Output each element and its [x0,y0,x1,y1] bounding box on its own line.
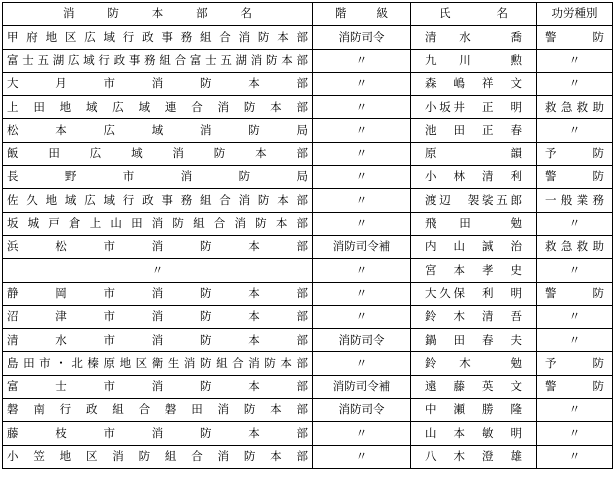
header-award: 功労種別 [537,3,613,26]
award-table [2,2,613,469]
table-row [3,96,613,119]
cell-dept: 清 水 市 消 防 本 部 [3,329,313,352]
cell-award: 〃 [537,119,613,142]
table-row [3,72,613,95]
cell-rank: 〃 [313,142,411,165]
cell-award: 〃 [537,445,613,468]
cell-dept: 長 野 市 消 防 局 [3,166,313,189]
cell-dept: 静 岡 市 消 防 本 部 [3,282,313,305]
cell-dept: 坂城戸倉上山田消防組合消防本部 [3,212,313,235]
cell-award: 〃 [537,212,613,235]
table-row [3,422,613,445]
cell-name: 内 山 誠 治 [411,235,537,258]
table-row [3,189,613,212]
cell-award: 〃 [537,259,613,282]
cell-award: 予 防 [537,352,613,375]
cell-name: 鍋 田 春 夫 [411,329,537,352]
cell-name: 飛 田 勉 [411,212,537,235]
header-dept: 消 防 本 部 名 [3,3,313,26]
cell-award: 〃 [537,329,613,352]
cell-name: 大久保 利 明 [411,282,537,305]
cell-dept: 佐久地域広域行政事務組合消防本部 [3,189,313,212]
cell-rank: 〃 [313,72,411,95]
header-name: 氏 名 [411,3,537,26]
table-row [3,352,613,375]
cell-rank: 〃 [313,259,411,282]
table-row [3,259,613,282]
cell-name: 小坂井 正 明 [411,96,537,119]
cell-rank: 〃 [313,352,411,375]
cell-dept: 島田市・北榛原地区衛生消防組合消防本部 [3,352,313,375]
header-row [3,3,613,26]
table-row [3,445,613,468]
table-row [3,166,613,189]
cell-name: 森 嶋 祥 文 [411,72,537,95]
cell-award: 〃 [537,422,613,445]
cell-rank: 〃 [313,49,411,72]
cell-dept: 浜 松 市 消 防 本 部 [3,235,313,258]
cell-name: 中 瀬 勝 隆 [411,399,537,422]
table-body [3,26,613,469]
cell-award: 一般業務 [537,189,613,212]
cell-rank: 消防司令 [313,399,411,422]
table-row [3,282,613,305]
cell-rank: 〃 [313,445,411,468]
cell-rank: 〃 [313,119,411,142]
cell-award: 〃 [537,305,613,328]
cell-name: 渡辺 袈裟五郎 [411,189,537,212]
cell-name: 池 田 正 春 [411,119,537,142]
cell-award: 警 防 [537,375,613,398]
table-row [3,305,613,328]
cell-name: 小 林 清 利 [411,166,537,189]
cell-award: 予 防 [537,142,613,165]
cell-rank: 〃 [313,422,411,445]
cell-rank: 〃 [313,166,411,189]
cell-award: 救急救助 [537,96,613,119]
cell-dept: 上田地域広域連合消防本部 [3,96,313,119]
header-rank: 階 級 [313,3,411,26]
cell-rank: 消防司令 [313,329,411,352]
cell-award: 〃 [537,49,613,72]
cell-dept: 松 本 広 域 消 防 局 [3,119,313,142]
table-row [3,399,613,422]
cell-name: 九 川 勲 [411,49,537,72]
cell-dept: 藤 枝 市 消 防 本 部 [3,422,313,445]
cell-rank: 〃 [313,189,411,212]
table-row [3,49,613,72]
cell-award: 〃 [537,399,613,422]
cell-name: 八 木 澄 雄 [411,445,537,468]
cell-award: 警 防 [537,282,613,305]
cell-name: 山 本 敏 明 [411,422,537,445]
table-row [3,375,613,398]
cell-rank: 消防司令補 [313,375,411,398]
cell-name: 鈴 木 勉 [411,352,537,375]
cell-name: 鈴 木 清 吾 [411,305,537,328]
cell-award: 警 防 [537,26,613,49]
cell-award: 〃 [537,72,613,95]
table-row [3,26,613,49]
cell-rank: 消防司令 [313,26,411,49]
table-row [3,235,613,258]
cell-dept: 小笠地区消防組合消防本部 [3,445,313,468]
cell-rank: 消防司令補 [313,235,411,258]
cell-name: 宮 本 孝 史 [411,259,537,282]
cell-award: 警 防 [537,166,613,189]
cell-dept: 飯 田 広 域 消 防 本 部 [3,142,313,165]
cell-dept: 大 月 市 消 防 本 部 [3,72,313,95]
cell-dept: 甲府地区広域行政事務組合消防本部 [3,26,313,49]
cell-rank: 〃 [313,282,411,305]
cell-name: 清 水 喬 [411,26,537,49]
table-row [3,142,613,165]
cell-dept: 富 士 市 消 防 本 部 [3,375,313,398]
table-row [3,119,613,142]
cell-award: 救急救助 [537,235,613,258]
cell-rank: 〃 [313,212,411,235]
cell-dept: 〃 [3,259,313,282]
cell-dept: 富士五湖広域行政事務組合富士五湖消防本部 [3,49,313,72]
cell-name: 原 韻 [411,142,537,165]
cell-dept: 磐南行政組合磐田消防本部 [3,399,313,422]
cell-rank: 〃 [313,96,411,119]
cell-rank: 〃 [313,305,411,328]
cell-dept: 沼 津 市 消 防 本 部 [3,305,313,328]
table-row [3,212,613,235]
table-row [3,329,613,352]
cell-name: 遠 藤 英 文 [411,375,537,398]
